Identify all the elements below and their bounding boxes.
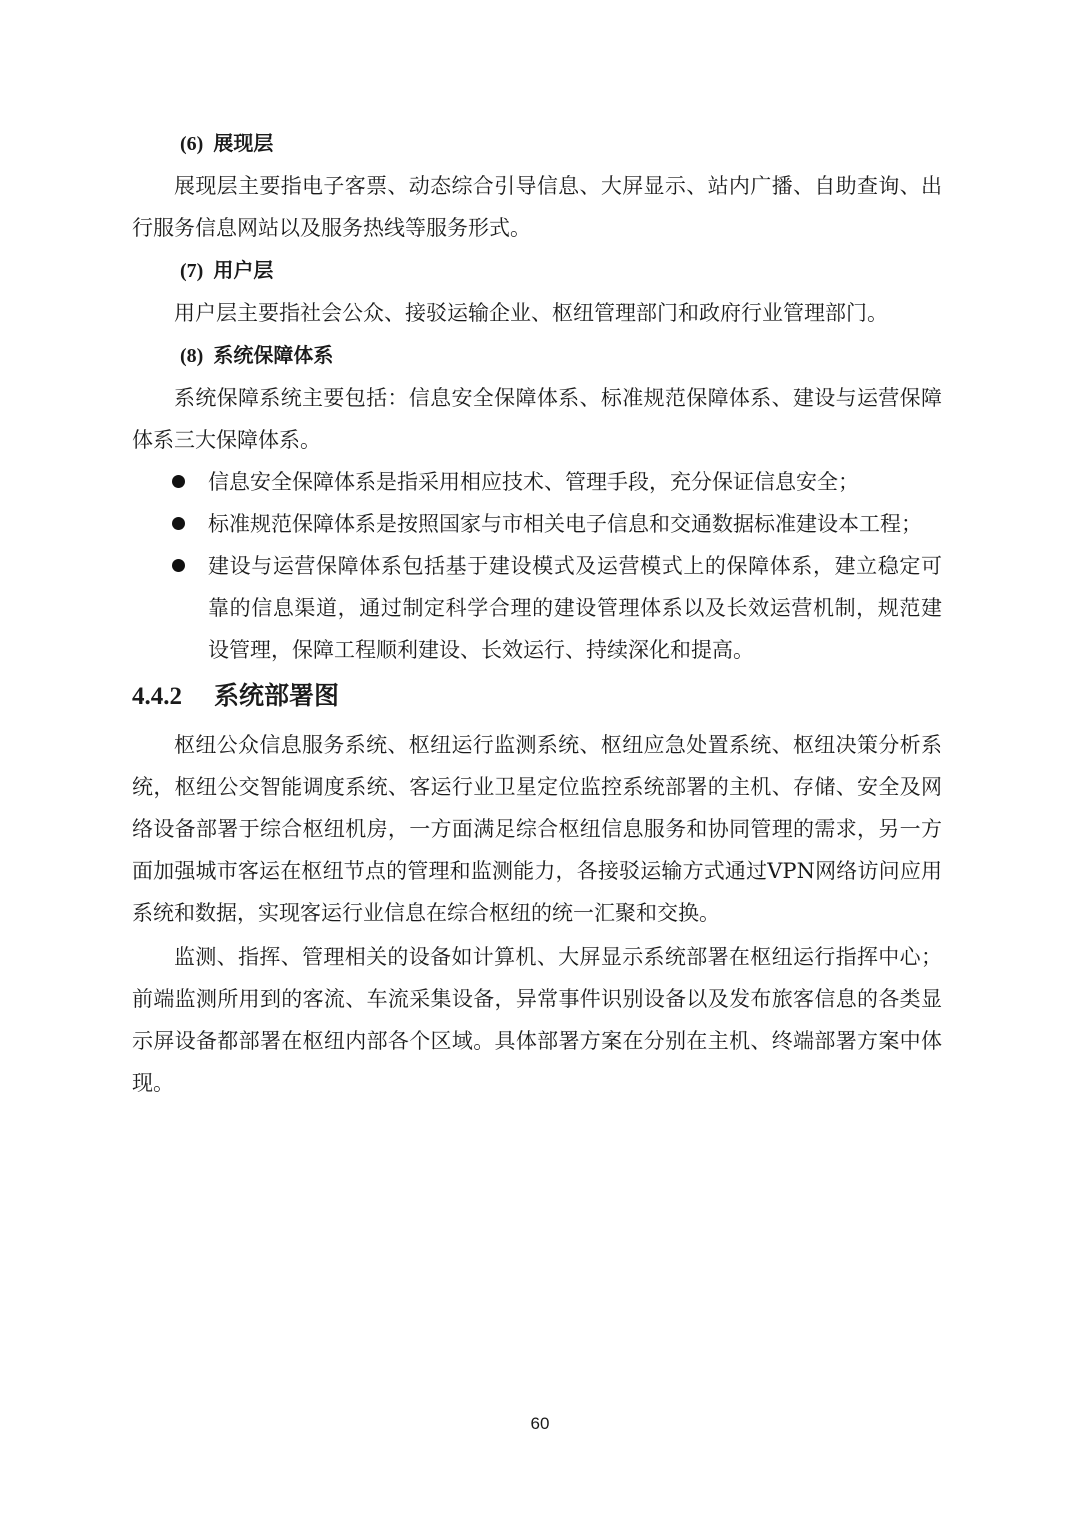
section-8-heading xyxy=(180,340,942,371)
section-6-heading xyxy=(180,128,942,159)
list-item xyxy=(132,545,942,671)
page-number: 60 xyxy=(530,1414,550,1433)
section-heading-title: 系统部署图 xyxy=(214,681,340,710)
bullet-text: 标准规范保障体系是按照国家与市相关电子信息和交通数据标准建设本工程； xyxy=(208,512,922,536)
section-8-number: (8) xyxy=(180,345,204,367)
body-paragraph: 枢纽公众信息服务系统、枢纽运行监测系统、枢纽应急处置系统、枢纽决策分析系统，枢纽公交智能调度系统、客运行业卫星定位监控系统部署的主机、存储、安全及网络设备部署于综合枢纽机房，一方面满足综合枢纽信息服务和协同管理的需求，另一方面加强城市客运在枢纽节点的管理和监测能力，各接驳运输方式通过VPN网络访问应用系统和数据，实现客运行业信息在综合枢纽的统一汇聚和交换。 xyxy=(132,733,942,925)
bullet-dot-icon xyxy=(172,475,185,488)
section-6-number: (6) xyxy=(180,133,204,155)
section-heading-number: 4.4.2 xyxy=(132,683,182,710)
section-8-body: 系统保障系统主要包括：信息安全保障体系、标准规范保障体系、建设与运营保障体系三大保障体系。 xyxy=(132,386,942,452)
section-7-heading xyxy=(180,255,942,286)
bullet-text: 建设与运营保障体系包括基于建设模式及运营模式上的保障体系，建立稳定可靠的信息渠道，通过制定科学合理的建设管理体系以及长效运营机制，规范建设管理，保障工程顺利建设、长效运行、持续深化和提高。 xyxy=(208,554,942,662)
section-8-bullet-list xyxy=(132,461,942,671)
section-6-body: 展现层主要指电子客票、动态综合引导信息、大屏显示、站内广播、自助查询、出行服务信息网站以及服务热线等服务形式。 xyxy=(132,174,942,240)
body-paragraph: 监测、指挥、管理相关的设备如计算机、大屏显示系统部署在枢纽运行指挥中心；前端监测所用到的客流、车流采集设备，异常事件识别设备以及发布旅客信息的各类显示屏设备都部署在枢纽内部各个区域。具体部署方案在分别在主机、终端部署方案中体现。 xyxy=(132,945,942,1095)
list-item xyxy=(132,503,942,545)
section-8-title: 系统保障体系 xyxy=(213,343,334,367)
section-7-number: (7) xyxy=(180,260,204,282)
section-6 xyxy=(132,128,942,249)
section-heading-4-4-2 xyxy=(132,676,339,717)
section-6-title: 展现层 xyxy=(213,131,274,155)
bullet-dot-icon xyxy=(172,517,185,530)
section-4-4-2-body xyxy=(132,724,942,1104)
list-item xyxy=(132,461,942,503)
section-7 xyxy=(132,255,942,334)
bullet-text: 信息安全保障体系是指采用相应技术、管理手段，充分保证信息安全； xyxy=(208,470,859,494)
section-8 xyxy=(132,340,942,461)
section-7-body: 用户层主要指社会公众、接驳运输企业、枢纽管理部门和政府行业管理部门。 xyxy=(174,301,888,325)
bullet-dot-icon xyxy=(172,559,185,572)
section-7-title: 用户层 xyxy=(213,258,274,282)
